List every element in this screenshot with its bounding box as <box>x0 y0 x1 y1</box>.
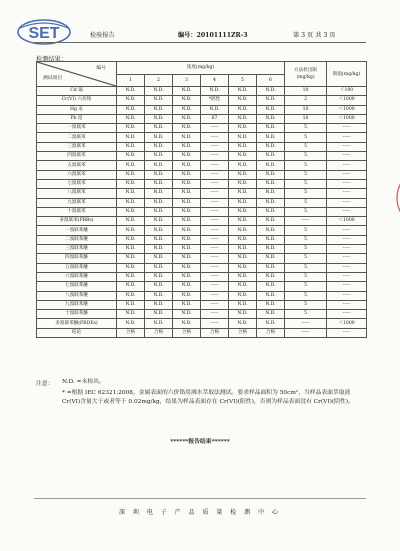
section-title: 检测结果： <box>36 56 67 63</box>
row-item-label: 六溴联苯 <box>37 170 117 179</box>
result-value: ----- <box>201 226 229 235</box>
result-value: N.D. <box>173 217 201 226</box>
sample-no: 4 <box>201 75 229 87</box>
limit-value: ----- <box>327 142 367 151</box>
result-value: N.D. <box>173 254 201 263</box>
result-value: N.D. <box>257 217 285 226</box>
result-value: 67 <box>201 114 229 123</box>
notes-label: 注意： <box>36 381 54 387</box>
row-item-label: 多溴联苯(PBBs) <box>37 217 117 226</box>
table-row <box>37 291 367 300</box>
result-value: N.D. <box>117 272 145 281</box>
result-value: N.D. <box>173 87 201 96</box>
result-value: 合格 <box>145 328 173 337</box>
result-value: N.D. <box>117 198 145 207</box>
result-value: N.D. <box>117 142 145 151</box>
result-value: N.D. <box>229 124 257 133</box>
limit-value: ----- <box>327 133 367 142</box>
logo-text: SET <box>28 25 60 42</box>
row-item-label: 八溴联苯醚 <box>37 291 117 300</box>
table-row <box>37 170 367 179</box>
result-value: N.D. <box>145 207 173 216</box>
result-value: N.D. <box>117 207 145 216</box>
result-value: N.D. <box>257 226 285 235</box>
row-item-label: 二溴联苯醚 <box>37 235 117 244</box>
mdl-value: 5 <box>285 152 327 161</box>
result-value: N.D. <box>145 142 173 151</box>
result-value: N.D. <box>117 254 145 263</box>
limit-value: ＜1000 <box>327 114 367 123</box>
limit-value: ----- <box>327 254 367 263</box>
result-value: N.D. <box>257 142 285 151</box>
result-value: ----- <box>201 291 229 300</box>
result-value: N.D. <box>173 161 201 170</box>
mdl-value: ----- <box>285 319 327 328</box>
row-item-label: 六溴联苯醚 <box>37 272 117 281</box>
result-value: N.D. <box>229 179 257 188</box>
report-number: 编号：20101111ZR-3 <box>178 32 248 39</box>
table-row <box>37 105 367 114</box>
result-value: N.D. <box>257 124 285 133</box>
result-value: N.D. <box>257 207 285 216</box>
limit-value: ＜1000 <box>327 96 367 105</box>
limit-value: ----- <box>327 328 367 337</box>
result-value: N.D. <box>229 291 257 300</box>
row-item-label: 十溴联苯 <box>37 207 117 216</box>
row-item-label: Hg 汞 <box>37 105 117 114</box>
mdl-header: 方法检出限(mg/kg) <box>285 62 327 87</box>
result-value: N.D. <box>145 310 173 319</box>
result-value: N.D. <box>257 254 285 263</box>
result-value: N.D. <box>257 263 285 272</box>
row-item-label: 二溴联苯 <box>37 133 117 142</box>
result-value: N.D. <box>117 217 145 226</box>
result-value: ----- <box>201 272 229 281</box>
table-row <box>37 207 367 216</box>
result-value: N.D. <box>173 189 201 198</box>
result-value: N.D. <box>145 161 173 170</box>
table-row <box>37 328 367 337</box>
result-value: N.D. <box>173 133 201 142</box>
result-value: N.D. <box>229 300 257 309</box>
result-value: N.D. <box>117 105 145 114</box>
result-value: N.D. <box>173 124 201 133</box>
corner-cell <box>37 62 117 87</box>
result-value: N.D. <box>173 226 201 235</box>
result-value: N.D. <box>229 245 257 254</box>
result-value: N.D. <box>173 207 201 216</box>
result-value: N.D. <box>145 152 173 161</box>
table-row <box>37 189 367 198</box>
result-value: N.D. <box>145 282 173 291</box>
result-value: N.D. <box>117 124 145 133</box>
result-value: N.D. <box>173 105 201 114</box>
result-value: N.D. <box>117 152 145 161</box>
table-row <box>37 96 367 105</box>
limit-header: 限值(mg/kg) <box>327 62 367 87</box>
result-value: N.D. <box>173 179 201 188</box>
result-value: N.D. <box>145 319 173 328</box>
result-value: N.D. <box>257 105 285 114</box>
limit-value: ----- <box>327 291 367 300</box>
table-row <box>37 254 367 263</box>
result-value: N.D. <box>145 235 173 244</box>
result-value: N.D. <box>257 310 285 319</box>
result-value: ----- <box>201 245 229 254</box>
result-value: N.D. <box>229 207 257 216</box>
result-value: N.D. <box>117 235 145 244</box>
corner-bottom-label: 测试项目 <box>43 76 63 81</box>
mdl-value: 5 <box>285 226 327 235</box>
result-value: N.D. <box>257 300 285 309</box>
result-value: N.D. <box>117 319 145 328</box>
result-value: ----- <box>201 189 229 198</box>
limit-value: ----- <box>327 300 367 309</box>
result-value: ----- <box>201 254 229 263</box>
limit-value: ＜1000 <box>327 319 367 328</box>
row-item-label: 七溴联苯醚 <box>37 282 117 291</box>
row-item-label: 七溴联苯 <box>37 179 117 188</box>
sample-no: 1 <box>117 75 145 87</box>
result-value: N.D. <box>229 235 257 244</box>
limit-value: ＜100 <box>327 87 367 96</box>
result-value: N.D. <box>229 217 257 226</box>
result-value: N.D. <box>229 105 257 114</box>
result-value: N.D. <box>117 161 145 170</box>
table-row <box>37 263 367 272</box>
limit-value: ----- <box>327 207 367 216</box>
result-value: N.D. <box>117 179 145 188</box>
result-value: N.D. <box>117 133 145 142</box>
table-row <box>37 272 367 281</box>
result-value: 合格 <box>257 328 285 337</box>
result-value: ----- <box>201 142 229 151</box>
nd-note: N.D. =未检出。 <box>62 379 105 385</box>
table-row <box>37 245 367 254</box>
limit-value: ----- <box>327 161 367 170</box>
limit-value: ----- <box>327 179 367 188</box>
table-row <box>37 161 367 170</box>
result-value: N.D. <box>229 114 257 123</box>
result-value: N.D. <box>145 263 173 272</box>
sample-no: 2 <box>145 75 173 87</box>
limit-value: ----- <box>327 189 367 198</box>
result-value: N.D. <box>145 291 173 300</box>
mdl-value: 5 <box>285 263 327 272</box>
limit-value: ----- <box>327 272 367 281</box>
row-item-label: 一溴联苯 <box>37 124 117 133</box>
result-value: N.D. <box>117 114 145 123</box>
result-value: ----- <box>201 198 229 207</box>
result-value: ----- <box>201 282 229 291</box>
result-value: N.D. <box>173 142 201 151</box>
result-value: ----- <box>201 263 229 272</box>
result-value: N.D. <box>229 254 257 263</box>
result-value: N.D. <box>229 96 257 105</box>
result-value: N.D. <box>257 319 285 328</box>
table-row <box>37 152 367 161</box>
table-row <box>37 114 367 123</box>
table-row <box>37 310 367 319</box>
mdl-value: 5 <box>285 198 327 207</box>
result-value: N.D. <box>257 96 285 105</box>
result-value: ----- <box>201 319 229 328</box>
row-item-label: 五溴联苯 <box>37 161 117 170</box>
report-title: 检验报告 <box>90 32 115 39</box>
result-value: N.D. <box>145 254 173 263</box>
mdl-value: 5 <box>285 124 327 133</box>
table-row <box>37 133 367 142</box>
row-item-label: 四溴联苯醚 <box>37 254 117 263</box>
result-value: N.D. <box>229 170 257 179</box>
row-item-label: Pb 铅 <box>37 114 117 123</box>
result-value: N.D. <box>229 152 257 161</box>
result-value: N.D. <box>173 198 201 207</box>
limit-value: ----- <box>327 198 367 207</box>
result-value: N.D. <box>145 198 173 207</box>
mdl-value: 5 <box>285 142 327 151</box>
header-divider <box>34 42 366 43</box>
results-table <box>36 61 367 338</box>
row-item-label: 九溴联苯 <box>37 198 117 207</box>
result-value: N.D. <box>145 300 173 309</box>
table-row <box>37 235 367 244</box>
mdl-value: 5 <box>285 282 327 291</box>
row-item-label: 三溴联苯醚 <box>37 245 117 254</box>
result-value: N.D. <box>229 310 257 319</box>
result-value: N.D. <box>229 198 257 207</box>
mdl-value: ----- <box>285 217 327 226</box>
mdl-value: 2 <box>285 96 327 105</box>
result-value: N.D. <box>173 272 201 281</box>
mdl-value: 5 <box>285 161 327 170</box>
table-row <box>37 142 367 151</box>
corner-top-label: 编号 <box>96 66 106 71</box>
footer-org: 深 圳 电 子 产 品 质 量 检 测 中 心 <box>119 509 281 516</box>
result-value: N.D. <box>257 245 285 254</box>
result-value: N.D. <box>145 96 173 105</box>
result-value: N.D. <box>257 235 285 244</box>
result-value: N.D. <box>257 179 285 188</box>
row-item-label: 三溴联苯 <box>37 142 117 151</box>
limit-value: ----- <box>327 170 367 179</box>
result-value: N.D. <box>257 152 285 161</box>
row-item-label: 十溴联苯醚 <box>37 310 117 319</box>
mdl-value: 5 <box>285 207 327 216</box>
limit-value: ----- <box>327 245 367 254</box>
result-value: N.D. <box>201 87 229 96</box>
result-value: N.D. <box>145 124 173 133</box>
result-value: ----- <box>201 124 229 133</box>
result-value: N.D. <box>117 245 145 254</box>
result-value: N.D. <box>229 189 257 198</box>
mdl-value: 5 <box>285 254 327 263</box>
result-value: ----- <box>201 217 229 226</box>
set-logo <box>16 16 72 48</box>
mdl-value: 5 <box>285 170 327 179</box>
result-value: N.D. <box>257 133 285 142</box>
result-value: N.D. <box>257 291 285 300</box>
result-value: N.D. <box>173 300 201 309</box>
result-value: N.D. <box>145 189 173 198</box>
result-value: ----- <box>201 161 229 170</box>
result-value: N.D. <box>145 114 173 123</box>
row-item-label: 五溴联苯醚 <box>37 263 117 272</box>
result-value: 合格 <box>173 328 201 337</box>
mdl-value: ----- <box>285 328 327 337</box>
limit-value: ＜1000 <box>327 217 367 226</box>
result-value: ----- <box>201 310 229 319</box>
result-value: N.D. <box>117 310 145 319</box>
result-value: N.D. <box>229 272 257 281</box>
result-value: ----- <box>201 235 229 244</box>
result-value: N.D. <box>173 96 201 105</box>
result-value: N.D. <box>257 87 285 96</box>
result-value: N.D. <box>257 114 285 123</box>
result-value: N.D. <box>173 310 201 319</box>
result-value: N.D. <box>117 282 145 291</box>
row-item-label: Cd 镉 <box>37 87 117 96</box>
mdl-value: 10 <box>285 105 327 114</box>
limit-value: ----- <box>327 282 367 291</box>
result-value: N.D. <box>257 198 285 207</box>
result-value: ----- <box>201 170 229 179</box>
result-value: N.D. <box>229 282 257 291</box>
end-of-report: ******报告结束****** <box>170 439 230 445</box>
row-item-label: 结论 <box>37 328 117 337</box>
limit-value: ----- <box>327 226 367 235</box>
table-row <box>37 226 367 235</box>
footer-divider <box>34 498 366 499</box>
conc-header: 浓度(mg/kg) <box>117 62 285 75</box>
result-value: N.D. <box>117 300 145 309</box>
mdl-value: 10 <box>285 114 327 123</box>
result-value: N.D. <box>145 87 173 96</box>
result-value: N.D. <box>173 152 201 161</box>
result-value: N.D. <box>229 161 257 170</box>
result-value: N.D. <box>145 170 173 179</box>
result-value: N.D. <box>173 245 201 254</box>
table-row <box>37 124 367 133</box>
result-value: N.D. <box>229 142 257 151</box>
result-value: N.D. <box>229 226 257 235</box>
result-value: *阴性 <box>201 96 229 105</box>
result-value: N.D. <box>173 282 201 291</box>
result-value: N.D. <box>257 272 285 281</box>
result-value: N.D. <box>117 263 145 272</box>
sample-no: 5 <box>229 75 257 87</box>
notes-block <box>36 378 366 409</box>
result-value: ----- <box>201 133 229 142</box>
result-value: N.D. <box>173 263 201 272</box>
result-value: N.D. <box>117 189 145 198</box>
row-item-label: 四溴联苯 <box>37 152 117 161</box>
mdl-value: 5 <box>285 235 327 244</box>
result-value: N.D. <box>229 87 257 96</box>
table-row <box>37 198 367 207</box>
sample-no: 6 <box>257 75 285 87</box>
row-item-label: 八溴联苯 <box>37 189 117 198</box>
result-value: N.D. <box>117 291 145 300</box>
limit-value: ----- <box>327 124 367 133</box>
table-row <box>37 282 367 291</box>
result-value: N.D. <box>229 133 257 142</box>
result-value: ----- <box>201 207 229 216</box>
sample-no: 3 <box>173 75 201 87</box>
result-value: N.D. <box>229 263 257 272</box>
limit-value: ----- <box>327 263 367 272</box>
result-value: 合格 <box>201 328 229 337</box>
limit-value: ＜1000 <box>327 105 367 114</box>
result-value: N.D. <box>117 170 145 179</box>
limit-value: ----- <box>327 310 367 319</box>
row-item-label: 多溴联苯醚(PBDEs) <box>37 319 117 328</box>
mdl-value: 5 <box>285 189 327 198</box>
result-value: N.D. <box>201 105 229 114</box>
result-value: 合格 <box>229 328 257 337</box>
result-value: N.D. <box>117 96 145 105</box>
result-value: N.D. <box>117 87 145 96</box>
result-value: ----- <box>201 152 229 161</box>
result-value: N.D. <box>257 161 285 170</box>
result-value: N.D. <box>257 189 285 198</box>
result-value: ----- <box>201 179 229 188</box>
result-value: N.D. <box>117 226 145 235</box>
cr-note: * =根据 IEC 62321:2008，金属表面的六价铬用沸水萃取法测试。要求样品面积为 50cm²，当样品表面萃取液 Cr(VI)含量大于或者等于 0.02mg/kg，结果为样品表面存在 Cr(VI)(阳性)，否则为样品表面没有 Cr(VI)(阴性)。 <box>62 390 354 405</box>
table-row <box>37 179 367 188</box>
result-value: ----- <box>201 300 229 309</box>
result-value: N.D. <box>229 319 257 328</box>
mdl-value: 5 <box>285 245 327 254</box>
table-row <box>37 87 367 96</box>
mdl-value: 5 <box>285 310 327 319</box>
result-value: 合格 <box>117 328 145 337</box>
red-stamp <box>372 170 400 226</box>
result-value: N.D. <box>145 105 173 114</box>
limit-value: ----- <box>327 152 367 161</box>
mdl-value: 10 <box>285 87 327 96</box>
result-value: N.D. <box>257 282 285 291</box>
result-value: N.D. <box>145 245 173 254</box>
limit-value: ----- <box>327 235 367 244</box>
table-row <box>37 217 367 226</box>
result-value: N.D. <box>173 319 201 328</box>
result-value: N.D. <box>257 170 285 179</box>
row-item-label: 一溴联苯醚 <box>37 226 117 235</box>
result-value: N.D. <box>145 272 173 281</box>
row-item-label: Cr(VI) 六价铬 <box>37 96 117 105</box>
result-value: N.D. <box>145 179 173 188</box>
table-row <box>37 300 367 309</box>
mdl-value: 5 <box>285 133 327 142</box>
mdl-value: 5 <box>285 179 327 188</box>
result-value: N.D. <box>145 133 173 142</box>
result-value: N.D. <box>173 114 201 123</box>
table-row <box>37 319 367 328</box>
row-item-label: 九溴联苯醚 <box>37 300 117 309</box>
result-value: N.D. <box>145 217 173 226</box>
page-indicator: 第 3 页 共 3 页 <box>293 32 336 39</box>
mdl-value: 5 <box>285 272 327 281</box>
result-value: N.D. <box>145 226 173 235</box>
result-value: N.D. <box>173 291 201 300</box>
mdl-value: 5 <box>285 300 327 309</box>
result-value: N.D. <box>173 170 201 179</box>
result-value: N.D. <box>173 235 201 244</box>
mdl-value: 5 <box>285 291 327 300</box>
